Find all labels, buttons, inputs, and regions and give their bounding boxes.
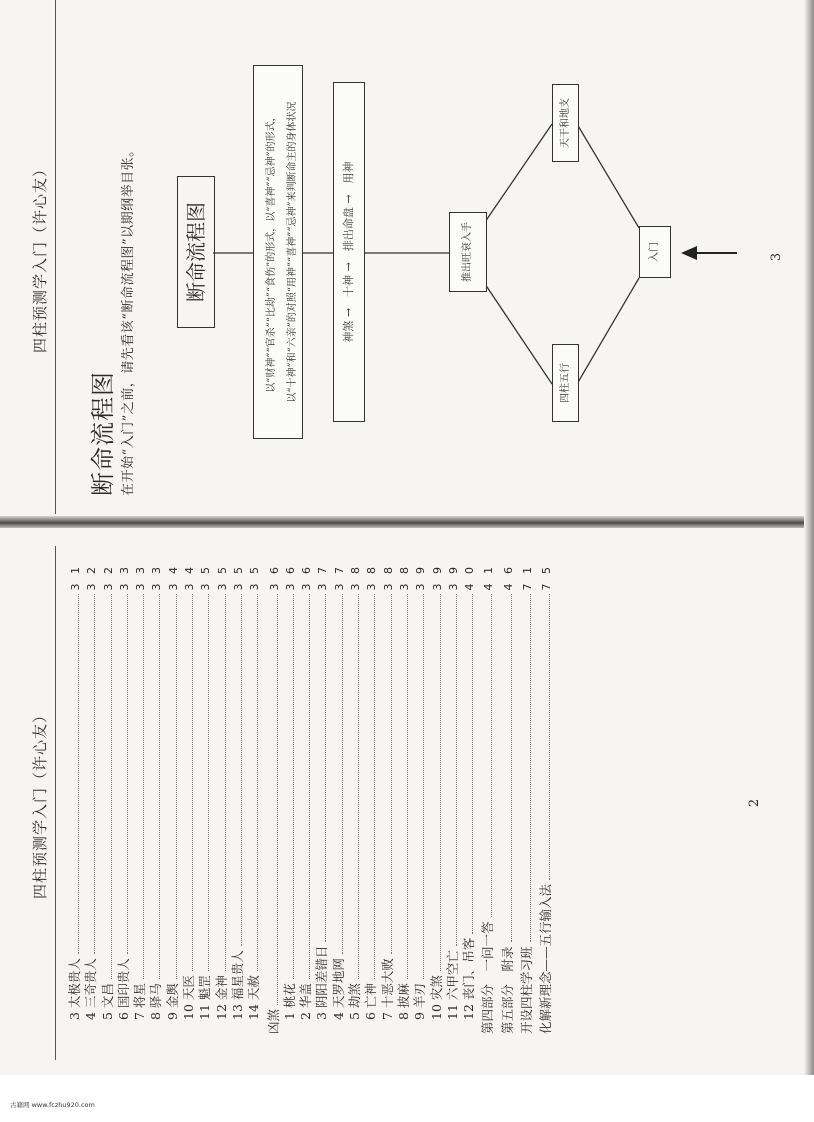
toc-entry [482,564,498,1034]
section-title: 断命流程图 [89,371,117,496]
toc-leader-dots [472,595,473,934]
flow-left-branch-box: 四柱五行 [552,344,579,422]
toc-entry-label: 开设四柱学习班 [519,946,535,1034]
toc-entry-label: 4 三奇贵人 [83,958,99,1020]
connector-left-bottom [577,278,639,384]
toc-entry [134,564,150,1034]
page-number-left: 2 [747,798,762,808]
flowchart-title: 断命流程图 [177,176,215,328]
toc-entry-label: 9 金舆 [164,983,180,1020]
page-edge [804,0,814,1075]
toc-entry [265,564,284,1034]
toc-entry-label: 1 桃花 [281,983,297,1020]
toc-entry-page: 3 8 [381,564,395,591]
toc-entry-label: 6 亡神 [363,983,379,1020]
toc-entry-page: 3 2 [101,564,115,591]
site-watermark: 古籍网 www.fczhu920.com [10,1101,95,1109]
toc-entry [463,564,479,1034]
flowchart-connectors [17,0,797,514]
toc-entry-page: 3 5 [199,564,213,591]
toc-entry-page: 3 4 [166,564,180,591]
running-head-left: 四柱预测学入门（许心友） [25,546,56,1060]
toc-entry [540,564,556,1034]
toc-entry [395,564,414,1034]
connector-right-bottom [577,124,639,228]
toc-leader-dots [511,595,512,943]
toc-leader-dots [456,595,457,947]
toc-entry-page: 3 4 [183,564,197,591]
toc-leader-dots [241,595,242,947]
toc-entry [115,564,134,1034]
toc-entry-label: 10 天医 [181,975,197,1020]
toc-entry-page: 3 9 [446,564,460,591]
running-head-right: 四柱预测学入门（许心友） [25,0,56,514]
toc-entry-page: 3 8 [397,564,411,591]
toc-entry-page: 3 2 [85,564,99,591]
flow-middle-box: 推出旺衰入手 [449,212,487,292]
toc-leader-dots [374,595,375,980]
toc-entry-label: 12 丧门、吊客 [461,937,477,1020]
toc-entry-label: 11 六甲空亡 [444,950,460,1020]
connector-middle-right [485,124,552,222]
toc-entry-page: 3 1 [69,564,82,591]
toc-entry-page: 4 1 [482,564,496,591]
table-of-contents [69,564,557,1034]
toc-entry [349,564,365,1034]
left-page [17,546,797,1060]
toc-leader-dots [159,595,160,980]
toc-entry [85,564,101,1034]
toc-entry-page: 3 3 [134,564,148,591]
toc-entry-page: 7 5 [540,564,554,591]
flow-top-box: 以“财神”“官杀”“比劫”“食伤”的形式，以“喜神”“忌神”的形式， 以“十神”和“六亲”的对照“用神”“喜神”“忌神”来判断命主的身体状况 [253,65,303,439]
toc-entry [499,564,518,1034]
toc-entry-page: 3 5 [215,564,229,591]
connector-middle-left [485,284,552,384]
toc-leader-dots [127,595,128,955]
page-number-right: 3 [769,252,784,262]
toc-entry-label: 5 文昌 [99,983,115,1020]
toc-entry-label: 6 国印贵人 [115,958,131,1020]
toc-leader-dots [549,595,550,880]
flow-bottom-box: 入门 [639,226,671,278]
toc-leader-dots [530,595,531,943]
toc-entry-page: 3 9 [414,564,428,591]
intro-text: 在开始“入门”之前，请先看该“断命流程图”以期纲举目张。 [121,143,136,496]
toc-leader-dots [491,595,492,918]
toc-entry [330,564,349,1034]
toc-entry [183,564,199,1034]
toc-leader-dots [111,595,112,980]
toc-leader-dots [293,595,294,980]
toc-entry-page: 3 3 [117,564,131,591]
toc-entry [248,564,264,1034]
toc-leader-dots [309,595,310,980]
toc-entry [199,564,215,1034]
toc-entry-label: 9 羊刃 [412,983,428,1020]
toc-entry-label: 14 天赦 [246,975,262,1020]
toc-leader-dots [208,595,209,972]
flow-right-branch-box: 天干和地支 [552,84,579,162]
toc-entry-page: 4 6 [501,564,515,591]
right-page [17,0,797,514]
toc-entry-label: 第五部分 附录 [499,946,515,1034]
toc-entry [414,564,430,1034]
toc-leader-dots [440,595,441,972]
toc-entry-label: 4 天罗地网 [330,958,346,1020]
footer-strip [0,1075,814,1122]
toc-entry-label: 13 福星贵人 [229,950,245,1020]
toc-entry-page: 3 7 [316,564,330,591]
toc-leader-dots [176,595,177,980]
toc-entry-label: 10 灾煞 [428,975,444,1020]
toc-leader-dots [407,595,408,980]
toc-entry-page: 3 6 [267,564,281,591]
toc-entry-label: 7 十恶大败 [379,958,395,1020]
toc-entry-label: 凶煞 [265,1008,281,1034]
toc-entry-page: 3 3 [150,564,164,591]
toc-entry-page: 3 6 [300,564,314,591]
toc-entry-label: 12 金神 [213,975,229,1020]
toc-entry-label: 3 太极贵人 [67,958,82,1020]
toc-leader-dots [225,595,226,972]
toc-leader-dots [94,595,95,955]
toc-leader-dots [277,595,278,1005]
toc-entry-label: 5 劫煞 [347,983,363,1020]
toc-leader-dots [342,595,343,955]
toc-entry-label: 3 阴阳差错日 [314,945,330,1020]
toc-leader-dots [192,595,193,972]
toc-entry-page: 3 5 [231,564,245,591]
toc-entry-label: 7 将星 [132,983,148,1020]
toc-entry-page: 3 8 [349,564,363,591]
toc-entry-label: 2 华盖 [298,983,314,1020]
toc-entry-label: 8 披麻 [395,983,411,1020]
toc-entry [229,564,248,1034]
toc-leader-dots [143,595,144,980]
arrow-head [681,246,697,260]
toc-entry-page: 7 1 [521,564,535,591]
toc-entry-page: 3 7 [332,564,346,591]
toc-entry-label: 第四部分 一问一答 [480,921,496,1034]
toc-leader-dots [257,595,258,972]
toc-entry [521,564,537,1034]
toc-entry-label: 化解新理念——五行输入法 [538,883,554,1034]
toc-entry-page: 3 6 [283,564,297,591]
toc-leader-dots [325,595,326,942]
toc-entry-page: 3 8 [365,564,379,591]
toc-entry [150,564,166,1034]
toc-entry [379,564,398,1034]
toc-entry-page: 4 0 [463,564,477,591]
toc-leader-dots [358,595,359,980]
toc-entry [281,564,300,1034]
toc-entry-label: 11 魁罡 [197,975,213,1020]
toc-leader-dots [391,595,392,955]
toc-leader-dots [78,595,79,955]
toc-entry-page: 3 9 [430,564,444,591]
book-spine [0,516,814,528]
flow-chain-box: 神煞 → 十神 → 排出命盘 → 用神 [333,82,365,422]
toc-entry-page: 3 5 [248,564,262,591]
toc-entry [164,564,183,1034]
toc-entry-label: 8 驿马 [148,983,164,1020]
toc-leader-dots [423,595,424,980]
